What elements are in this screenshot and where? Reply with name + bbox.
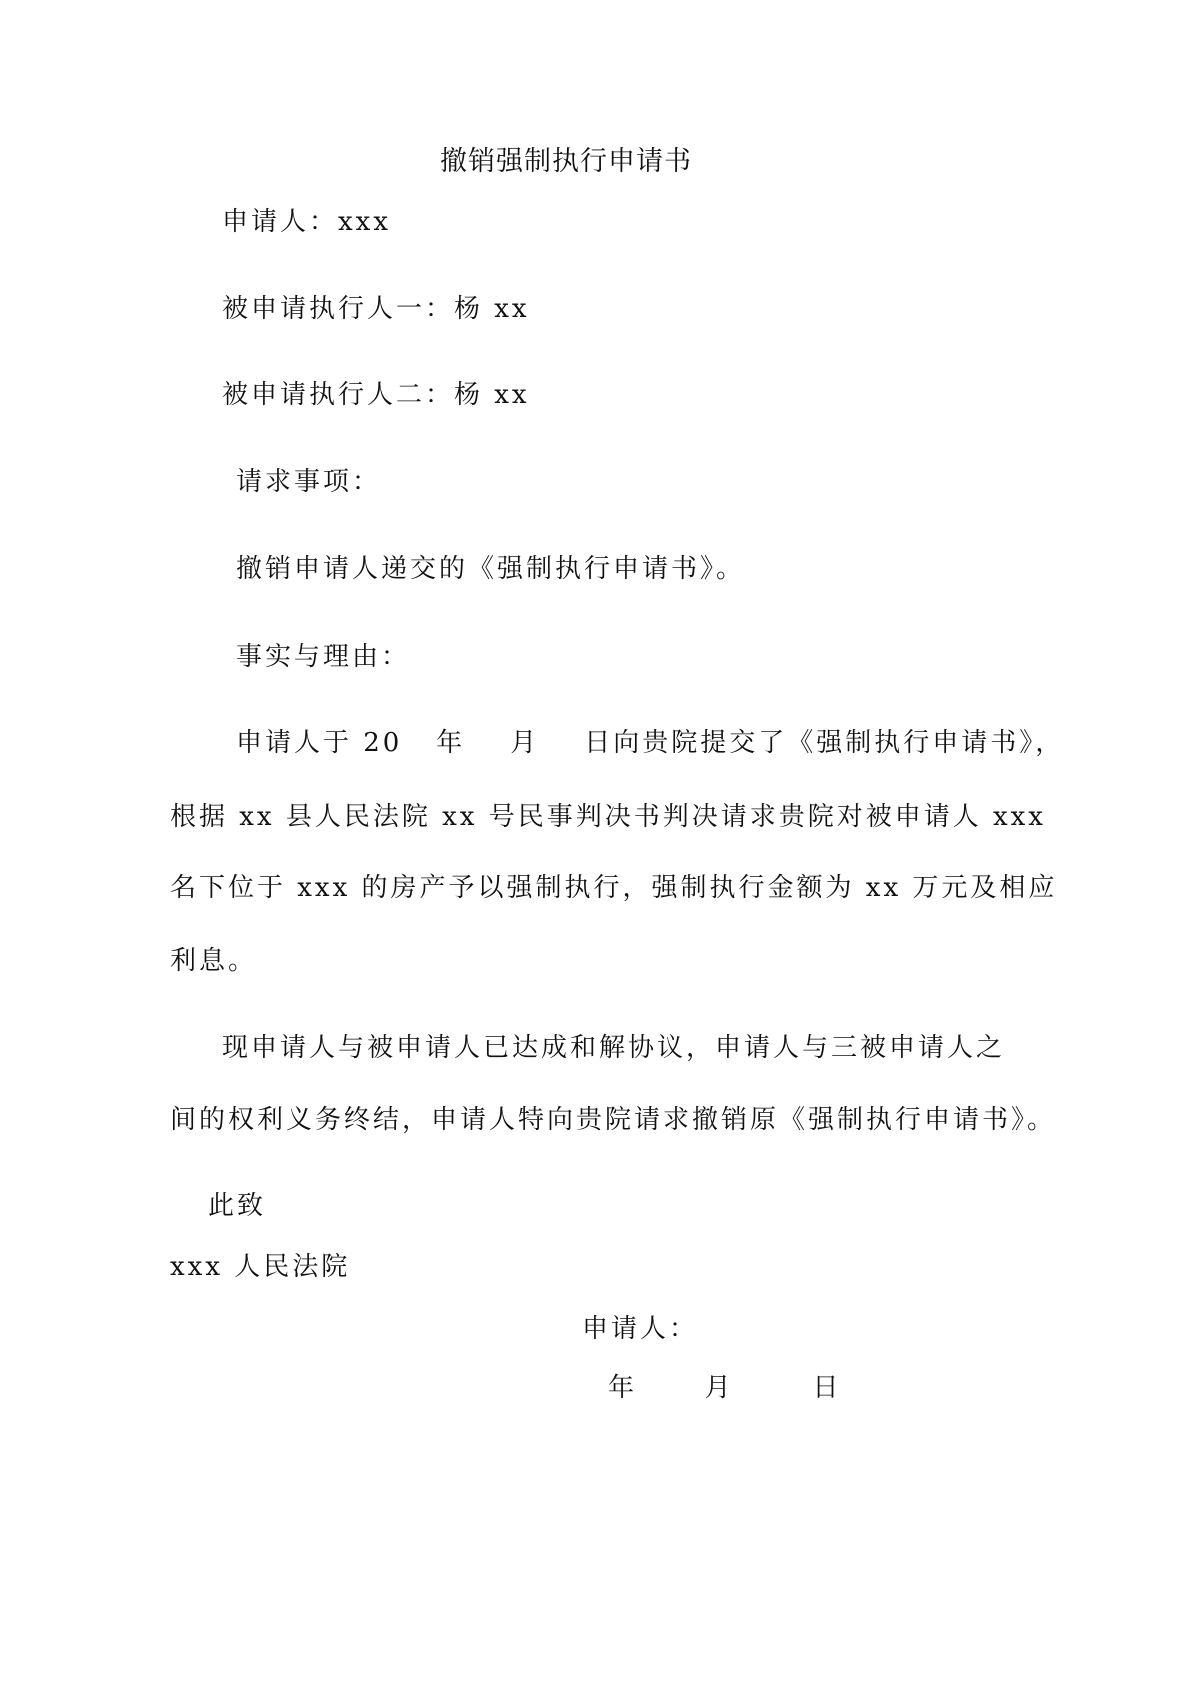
settlement-line-2: 间的权利义务终结，申请人特向贵院请求撤销原《强制执行申请书》。: [170, 1105, 1057, 1135]
facts-line-4: 利息。: [170, 946, 258, 976]
facts-heading: 事实与理由：: [236, 642, 411, 672]
settlement-line-1: 现申请人与被申请人已达成和解协议，申请人与三被申请人之: [222, 1033, 1006, 1063]
closing-salutation: 此致: [208, 1191, 267, 1221]
respondent-1-line: 被申请执行人一：杨 xx: [222, 294, 530, 324]
document-title: 撤销强制执行申请书: [440, 146, 692, 177]
court-addressee: xxx 人民法院: [170, 1252, 351, 1282]
facts-line-2: 根据 xx 县人民法院 xx 号民事判决书判决请求贵院对被申请人 xxx: [170, 802, 1046, 832]
respondent-2-line: 被申请执行人二：杨 xx: [222, 380, 530, 410]
facts-line-1: 申请人于 20 年 月 日向贵院提交了《强制执行申请书》，: [236, 728, 1065, 758]
signature-label: 申请人：: [582, 1314, 699, 1344]
request-body: 撤销申请人递交的《强制执行申请书》。: [236, 554, 746, 584]
date-line: 年 月 日: [608, 1373, 842, 1403]
request-heading: 请求事项：: [236, 467, 382, 497]
facts-line-3: 名下位于 xxx 的房产予以强制执行，强制执行金额为 xx 万元及相应: [170, 873, 1058, 903]
applicant-line: 申请人：xxx: [222, 207, 391, 237]
